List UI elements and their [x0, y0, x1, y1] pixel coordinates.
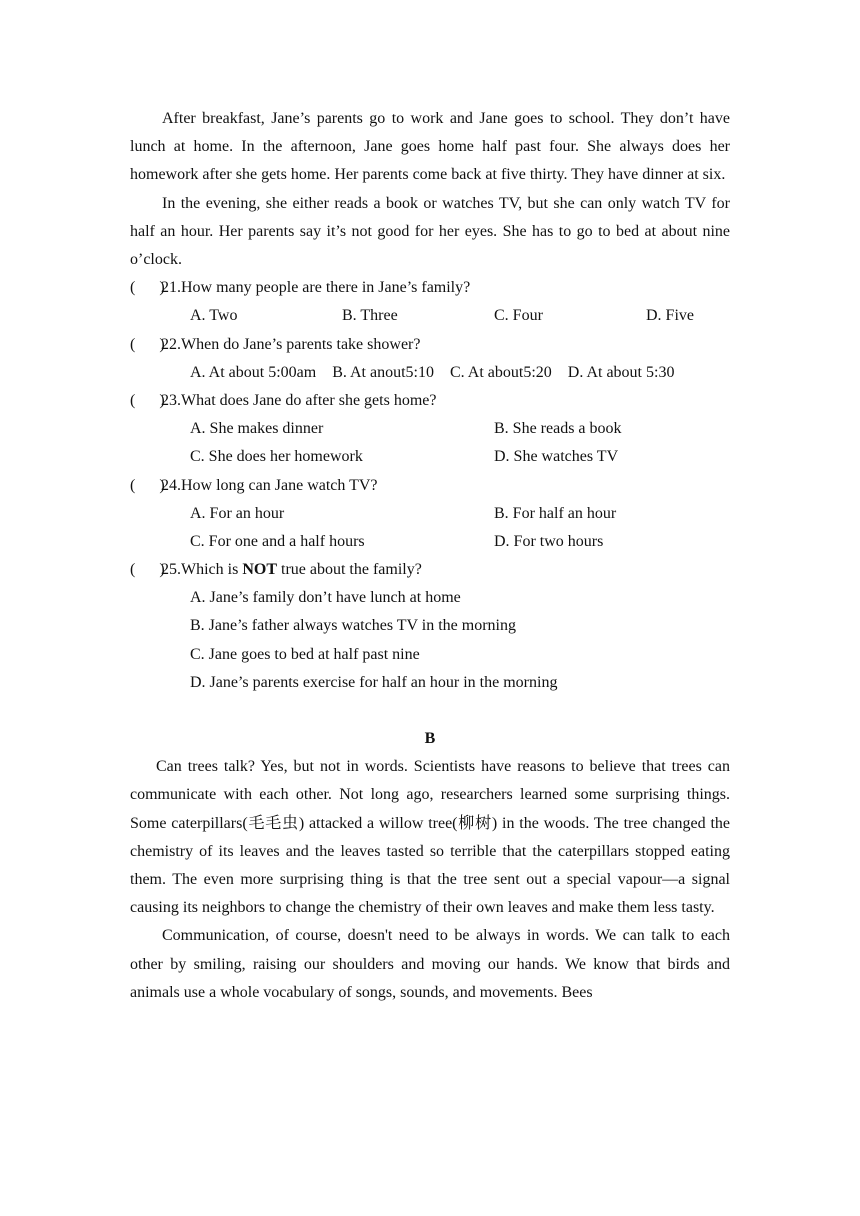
option-b: B. She reads a book — [494, 420, 622, 438]
question-22 — [130, 331, 730, 359]
question-23-options-row-2 — [130, 443, 730, 471]
question-21-options — [130, 302, 730, 330]
option-d: D. She watches TV — [494, 448, 619, 466]
answer-blank[interactable]: ( ) — [130, 279, 165, 297]
question-text: 21.How many people are there in Jane’s family? — [161, 279, 471, 297]
question-text — [161, 556, 422, 584]
option-b: B. For half an hour — [494, 504, 617, 522]
question-24-options-row-1 — [130, 500, 730, 528]
option-a: A. Two — [190, 307, 238, 325]
question-text: 22.When do Jane’s parents take shower? — [161, 335, 421, 353]
document-content — [130, 105, 730, 1007]
option-a: A. She makes dinner — [190, 420, 324, 438]
question-25-option-d — [130, 669, 730, 697]
answer-blank[interactable]: ( ) — [130, 561, 165, 579]
section-b-title: B — [424, 730, 436, 748]
question-text-start: 25.Which is — [161, 561, 243, 579]
question-text-end: true about the family? — [277, 561, 422, 579]
option-c: C. For one and a half hours — [190, 532, 365, 550]
question-24-options-row-2 — [130, 528, 730, 556]
question-23 — [130, 387, 730, 415]
option-c: C. Four — [494, 307, 543, 325]
question-25-option-c — [130, 641, 730, 669]
answer-blank[interactable]: ( ) — [130, 391, 165, 409]
question-25-option-b — [130, 612, 730, 640]
passage-a-paragraph-1: After breakfast, Jane’s parents go to work and Jane goes to school. They don’t have lunch at home. In the afternoon, Jane goes home half past four. She always does her homework after she gets home. Her parents come back at five thirty. They have dinner at six. — [130, 110, 730, 184]
passage-b-paragraph-1: Can trees talk? Yes, but not in words. Scientists have reasons to believe that trees can communicate with each other. Not long ago, researchers learned some surprising things. Some caterpillars(毛毛虫) attacked a willow tree(柳树) in the woods. The tree changed the chemistry of its leaves and the leaves tasted so terrible that the caterpillars stopped eating them. The even more surprising thing is that the tree sent out a special vapour—a signal causing its neighbors to change the chemistry of their own leaves and make them less tasty. — [130, 758, 730, 917]
question-24 — [130, 472, 730, 500]
question-25 — [130, 556, 730, 584]
option-b: B. Three — [342, 307, 398, 325]
question-text: 23.What does Jane do after she gets home? — [161, 391, 437, 409]
option-c: C. Jane goes to bed at half past nine — [190, 645, 420, 663]
question-23-options-row-1 — [130, 415, 730, 443]
option-d: D. Jane’s parents exercise for half an hour in the morning — [190, 673, 558, 691]
answer-blank[interactable]: ( ) — [130, 476, 165, 494]
passage-a-paragraph-2: In the evening, she either reads a book or watches TV, but she can only watch TV for half an hour. Her parents say it’s not good for her eyes. She has to go to bed at about nine o’clock. — [130, 194, 730, 269]
option-d: D. For two hours — [494, 532, 604, 550]
options-line: A. At about 5:00am B. At anout5:10 C. At about5:20 D. At about 5:30 — [190, 363, 675, 381]
question-25-option-a — [130, 584, 730, 612]
question-21 — [130, 274, 730, 302]
option-b: B. Jane’s father always watches TV in the morning — [190, 617, 516, 635]
emphasis-not: NOT — [242, 561, 277, 579]
option-c: C. She does her homework — [190, 448, 363, 466]
option-d: D. Five — [646, 307, 694, 325]
option-a: A. Jane’s family don’t have lunch at home — [190, 589, 461, 607]
question-text: 24.How long can Jane watch TV? — [161, 476, 378, 494]
answer-blank[interactable]: ( ) — [130, 335, 165, 353]
question-22-options — [130, 359, 730, 387]
option-a: A. For an hour — [190, 504, 285, 522]
passage-b-paragraph-2: Communication, of course, doesn't need to be always in words. We can talk to each other by smiling, raising our shoulders and moving our hands. We know that birds and animals use a whole vocabulary of songs, sounds, and movements. Bees — [130, 927, 730, 1001]
